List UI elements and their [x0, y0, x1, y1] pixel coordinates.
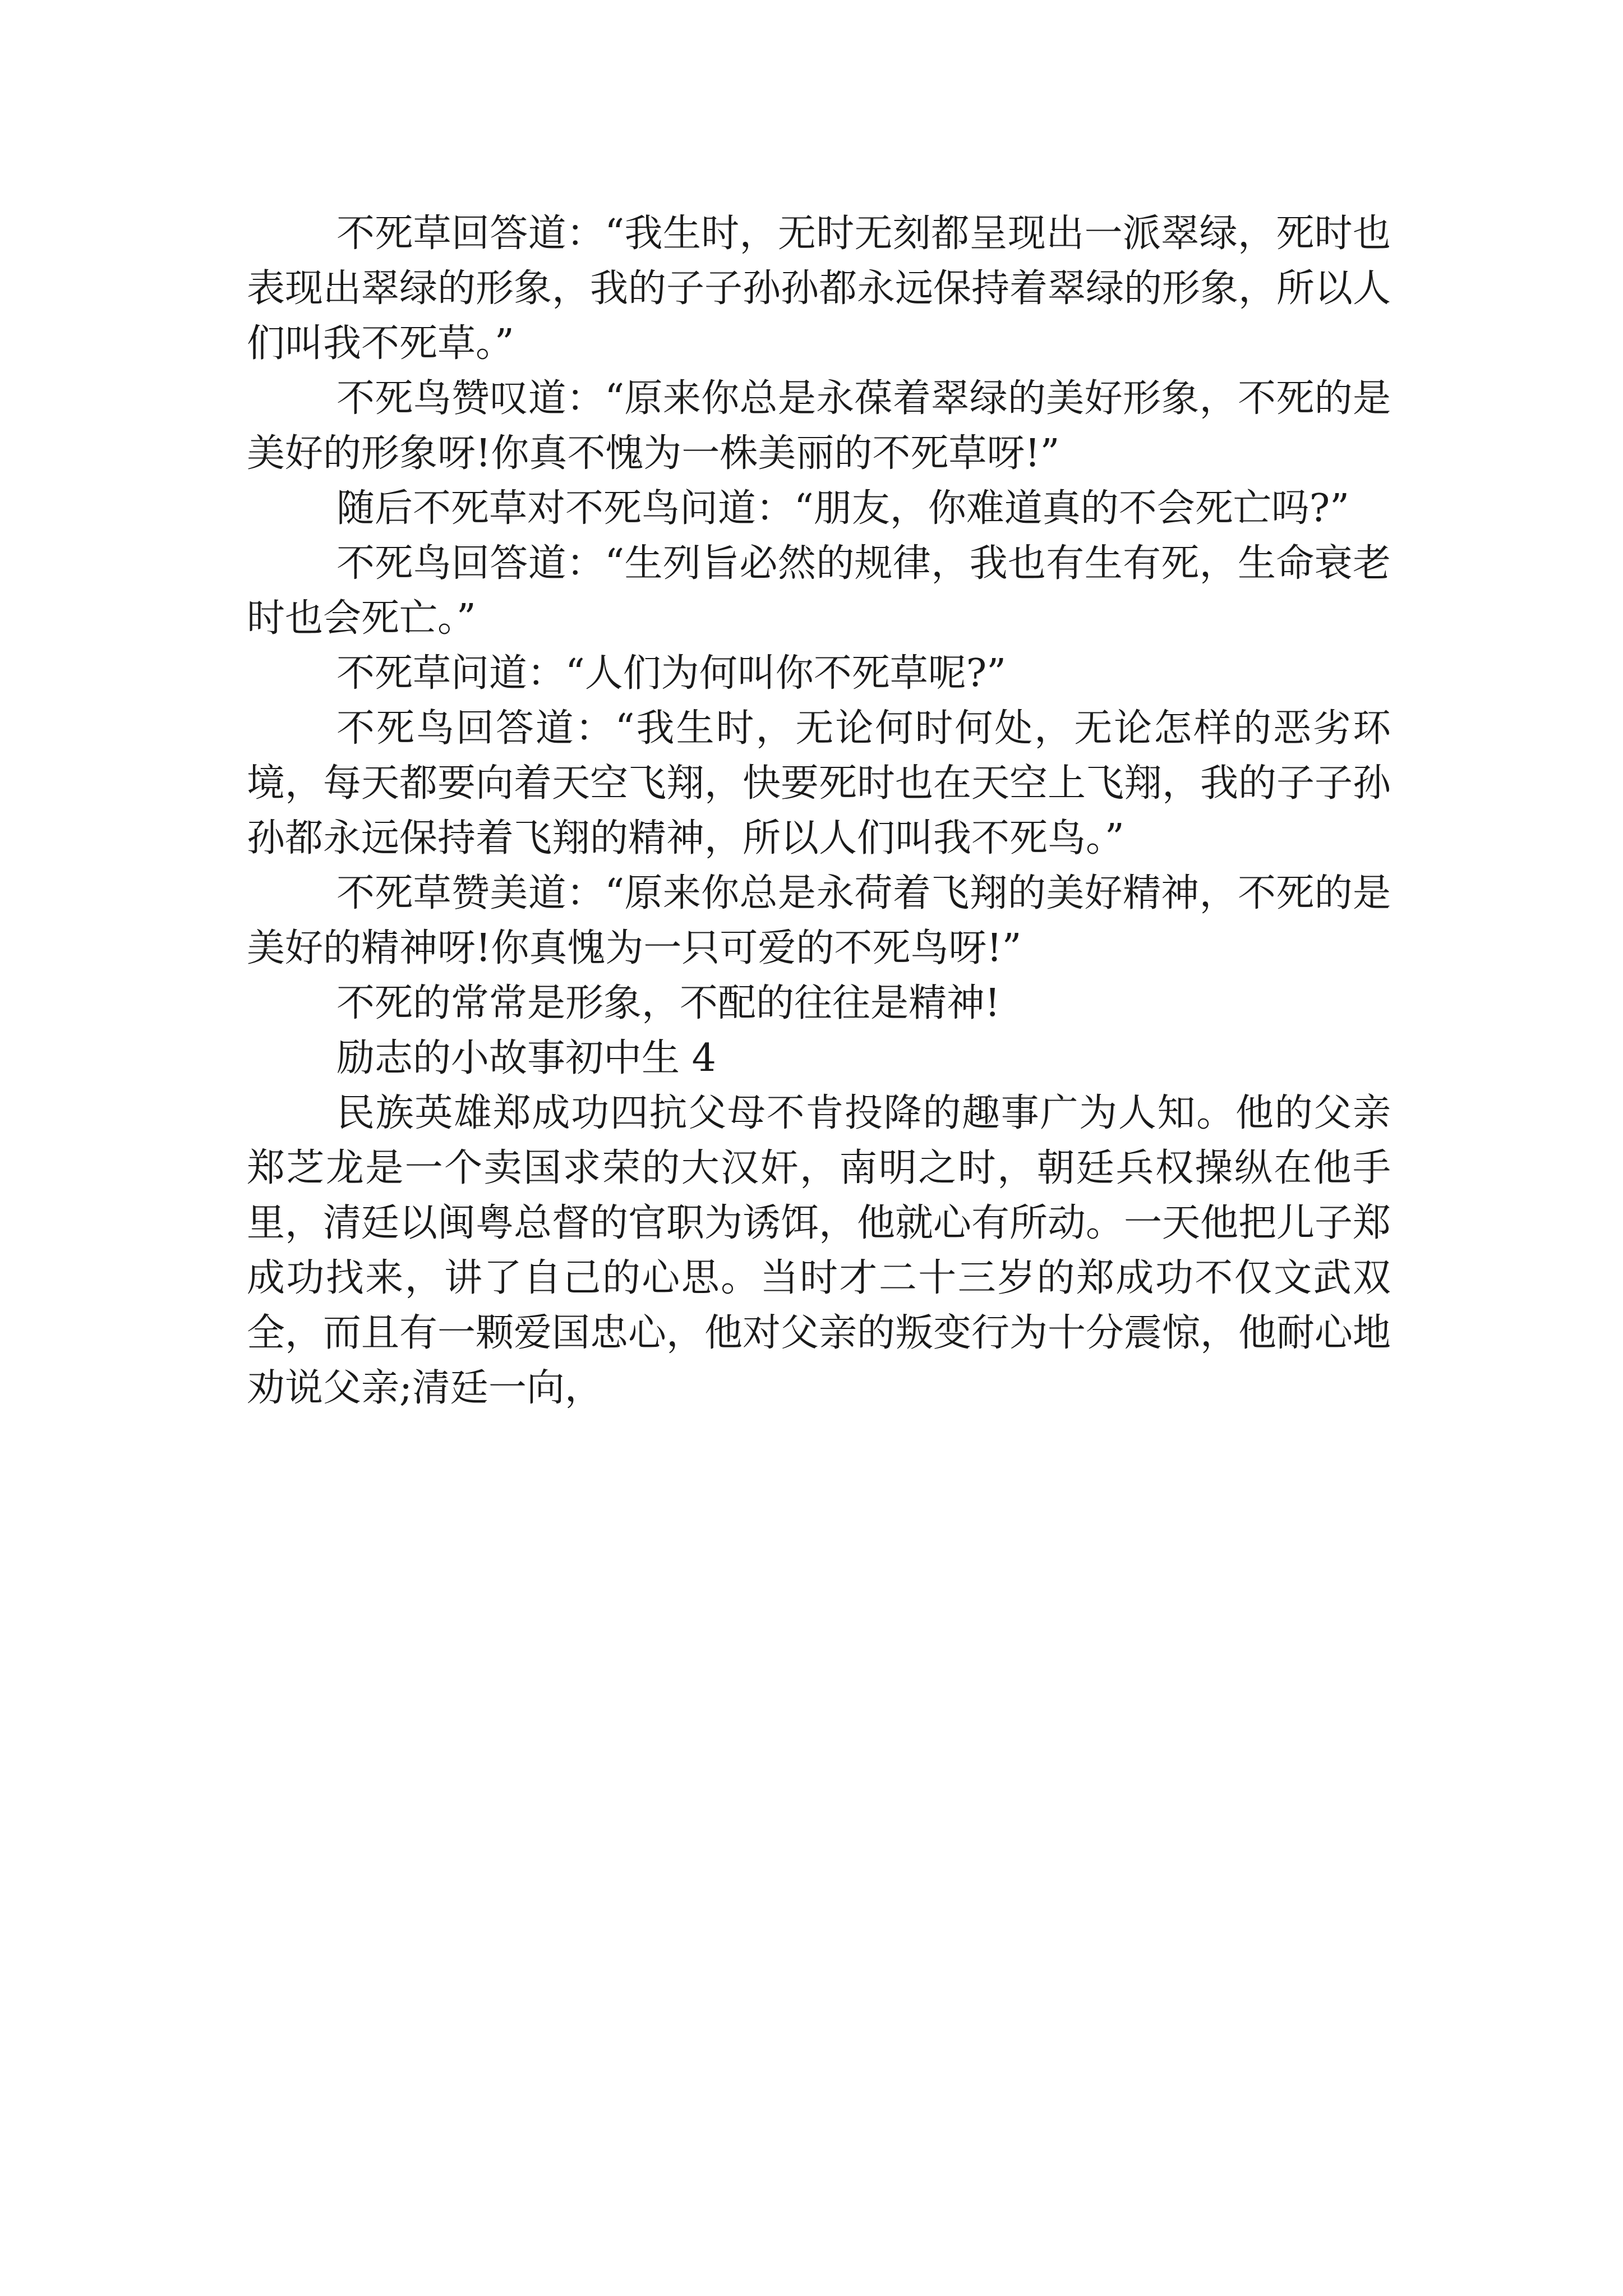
paragraph-4: 不死鸟回答道：“生列旨必然的规律，我也有生有死，生命衰老时也会死亡。” [247, 541, 1391, 641]
paragraph-1: 不死草回答道：“我生时，无时无刻都呈现出一派翠绿，死时也表现出翠绿的形象，我的子子孙孙都永远保持着翠绿的形象，所以人们叫我不死草。” [247, 211, 1391, 366]
paragraph-8: 不死的常常是形象，不配的往往是精神! [336, 981, 1000, 1025]
paragraph-3: 随后不死草对不死鸟问道：“朋友，你难道真的不会死亡吗?” [336, 486, 1349, 531]
paragraph-10: 民族英雄郑成功四抗父母不肯投降的趣事广为人知。他的父亲郑芝龙是一个卖国求荣的大汉奸，南明之时，朝廷兵权操纵在他手里，清廷以闽粤总督的官职为诱饵，他就心有所动。一天他把儿子郑成功找来，讲了自己的心思。当时才二十三岁的郑成功不仅文武双全，而且有一颗爱国忠心，他对父亲的叛变行为十分震惊，他耐心地劝说父亲;清廷一向， [247, 1091, 1391, 1410]
section-heading: 励志的小故事初中生 4 [336, 1036, 716, 1080]
paragraph-6: 不死鸟回答道：“我生时，无论何时何处，无论怎样的恶劣环境，每天都要向着天空飞翔，快要死时也在天空上飞翔，我的子子孙孙都永远保持着飞翔的精神，所以人们叫我不死鸟。” [247, 706, 1391, 861]
paragraph-5: 不死草问道：“人们为何叫你不死草呢?” [336, 651, 1006, 696]
paragraph-2: 不死鸟赞叹道：“原来你总是永葆着翠绿的美好形象，不死的是美好的形象呀!你真不愧为一株美丽的不死草呀!” [247, 376, 1391, 476]
document-body [247, 206, 1391, 1416]
paragraph-7: 不死草赞美道：“原来你总是永荷着飞翔的美好精神，不死的是美好的精神呀!你真愧为一只可爱的不死鸟呀!” [247, 871, 1391, 970]
